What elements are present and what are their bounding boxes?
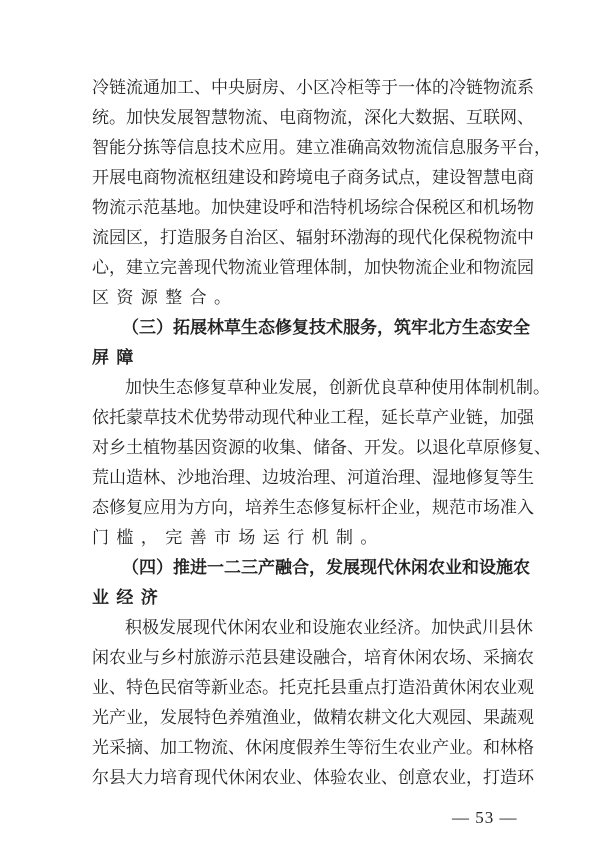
body-text-line: 统。加快发展智慧物流、电商物流，深化大数据、互联网、 [92,108,534,128]
section-heading-3: （三）拓展林草生态修复技术服务，筑牢北方生态安全 [122,318,530,338]
body-text-line: 态修复应用为方向，培养生态修复标杆企业，规范市场准入 [92,498,534,518]
body-text-line: 依托蒙草技术优势带动现代种业工程，延长草产业链，加强 [92,408,534,428]
body-text-line: 智能分拣等信息技术应用。建立准确高效物流信息服务平台， [92,138,551,158]
body-text-line: 物流示范基地。加快建设呼和浩特机场综合保税区和机场物 [92,198,534,218]
body-text-line: 业、特色民宿等新业态。托克托县重点打造沿黄休闲农业观 [92,678,534,698]
section-heading-3-cont: 屏障 [92,348,141,368]
body-text-line: 闲农业与乡村旅游示范县建设融合，培育休闲农场、采摘农 [92,648,534,668]
body-text-line: 积极发展现代休闲农业和设施农业经济。加快武川县休 [125,618,533,638]
body-text-line: 荒山造林、沙地治理、边坡治理、河道治理、湿地修复等生 [92,468,534,488]
body-text-line: 尔县大力培育现代休闲农业、体验农业、创意农业，打造环 [92,768,534,788]
body-text-line: 光产业，发展特色养殖渔业，做精农耕文化大观园、果蔬观 [92,708,534,728]
body-text-line: 冷链流通加工、中央厨房、小区冷柜等于一体的冷链物流系 [92,78,534,98]
body-text-line: 区资源整合。 [92,288,239,308]
body-text-line: 对乡土植物基因资源的收集、储备、开发。以退化草原修复、 [92,438,551,458]
page-number: — 53 — [452,808,518,827]
body-text-line: 加快生态修复草种业发展，创新优良草种使用体制机制。 [125,378,550,398]
section-heading-4-cont: 业经济 [92,588,166,608]
body-text-line: 心，建立完善现代物流业管理体制，加快物流企业和物流园 [92,258,534,278]
body-text-line: 门槛，完善市场运行机制。 [92,528,385,548]
section-heading-4: （四）推进一二三产融合，发展现代休闲农业和设施农 [122,558,530,578]
body-text-line: 流园区，打造服务自治区、辐射环渤海的现代化保税物流中 [92,228,534,248]
body-text-line: 开展电商物流枢纽建设和跨境电子商务试点，建设智慧电商 [92,168,534,188]
body-text-line: 光采摘、加工物流、休闲度假养生等衍生农业产业。和林格 [92,738,534,758]
